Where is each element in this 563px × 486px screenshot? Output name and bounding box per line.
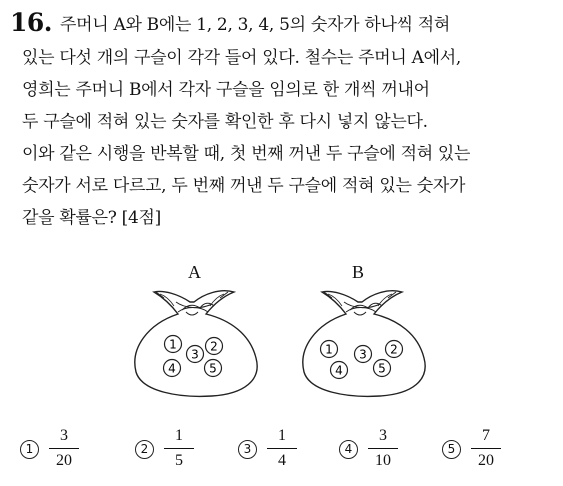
question-line-5: 이와 같은 시행을 반복할 때, 첫 번째 꺼낸 두 구슬에 적혀 있는 [22,144,471,164]
choice-5[interactable] [442,426,532,476]
choice-1-numerator: 3 [60,427,68,444]
choice-3-marker: 3 [238,440,257,459]
bags-figure [120,268,440,398]
choice-2-numerator: 1 [175,427,183,444]
bag-b-label: B [352,262,365,282]
choice-5-marker: 5 [442,440,461,459]
choice-4-fraction [366,426,400,471]
svg-text:1: 1 [169,337,177,352]
bag-a-ball-1 [165,336,182,353]
svg-text:2: 2 [390,342,398,357]
bag-a [135,291,257,397]
question-line-6: 숫자가 서로 다르고, 두 번째 꺼낸 두 구슬에 적혀 있는 숫자가 [22,176,466,196]
question-line-1: 주머니 A와 B에는 1, 2, 3, 4, 5의 숫자가 하나씩 적혀 [60,15,451,35]
svg-text:4: 4 [335,363,343,378]
bag-b-ball-5 [374,360,391,377]
svg-text:1: 1 [325,342,333,357]
choice-5-fraction [469,426,503,471]
question-line-2: 있는 다섯 개의 구슬이 각각 들어 있다. 철수는 주머니 A에서, [22,48,461,68]
choice-5-numerator: 7 [482,427,490,444]
choice-3-numerator: 1 [278,427,286,444]
choice-4-denominator: 10 [375,452,391,469]
choice-3-denominator: 4 [278,452,286,469]
choice-2-marker: 2 [135,440,154,459]
fraction-bar [164,448,194,449]
bag-a-ball-3 [187,346,204,363]
svg-text:5: 5 [378,361,386,376]
fraction-bar [267,448,297,449]
svg-text:5: 5 [209,361,217,376]
question-line-7: 같을 확률은? [4점] [22,208,161,228]
choice-1-denominator: 20 [56,452,72,469]
question-line-3: 영희는 주머니 B에서 각자 구슬을 임의로 한 개씩 꺼내어 [22,80,430,100]
answer-choices [20,426,560,476]
choice-2-fraction [162,426,196,471]
fraction-bar [49,448,79,449]
choice-5-denominator: 20 [478,452,494,469]
bag-a-label: A [188,262,201,282]
question-number: 16. [10,8,52,37]
svg-text:2: 2 [210,339,218,354]
choice-4-marker: 4 [339,440,358,459]
bag-a-ball-4 [164,360,181,377]
choice-1-fraction [47,426,81,471]
bag-b-ball-1 [321,341,338,358]
question-line-4: 두 구슬에 적혀 있는 숫자를 확인한 후 다시 넣지 않는다. [22,112,428,132]
choice-3-fraction [265,426,299,471]
choice-4-numerator: 3 [379,427,387,444]
choice-3[interactable] [238,426,328,476]
choice-2-denominator: 5 [175,452,183,469]
choice-1[interactable] [20,426,110,476]
bag-b-ball-3 [355,346,372,363]
bag-b-ball-4 [331,362,348,379]
fraction-bar [368,448,398,449]
bag-a-ball-5 [205,360,222,377]
svg-text:3: 3 [359,347,367,362]
svg-text:4: 4 [168,361,176,376]
choice-4[interactable] [339,426,429,476]
choice-2[interactable] [135,426,225,476]
choice-1-marker: 1 [20,440,39,459]
svg-text:3: 3 [191,347,199,362]
bag-b-ball-2 [386,341,403,358]
fraction-bar [471,448,501,449]
bag-a-ball-2 [206,338,223,355]
bag-b [303,291,425,397]
